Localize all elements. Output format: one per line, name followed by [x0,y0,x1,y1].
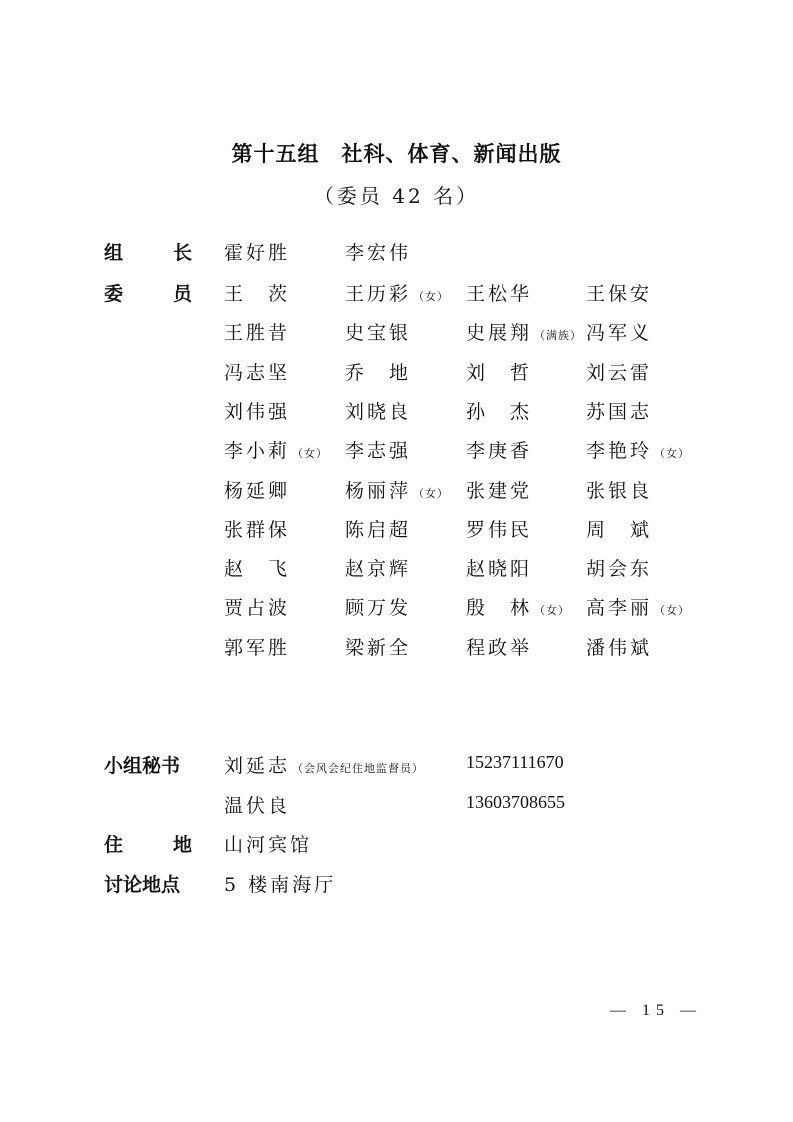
venue-value: 5 楼南海厅 [224,874,337,896]
member-entry [345,515,411,542]
secretary-label: 小组秘书 [104,755,181,777]
member-entry [345,397,411,424]
member-note: （女） [534,604,571,618]
member-name: 赵 飞 [224,558,291,581]
member-entry [345,476,449,503]
member-note: （女） [292,447,329,461]
member-name: 刘晓良 [345,400,412,423]
member-name: 苏国志 [586,400,653,423]
member-name: 陈启超 [345,518,412,541]
member-entry [466,318,582,345]
page-number: — 15 — [610,1002,702,1019]
member-name: 赵京辉 [345,558,412,581]
member-entry [586,593,690,620]
members-label-char-2: 员 [172,283,192,305]
member-name: 史宝银 [345,322,412,345]
member-name: 胡会东 [586,558,653,581]
member-entry [345,436,411,463]
member-entry [466,476,532,503]
member-name: 张建党 [466,479,533,502]
residence-value: 山河宾馆 [224,834,313,856]
member-entry [586,279,652,306]
member-entry [345,318,411,345]
residence-label-char-2: 地 [172,834,192,856]
member-entry [466,279,532,306]
member-entry [586,554,652,581]
member-name: 高李丽 [586,597,653,620]
member-name: 刘伟强 [224,400,291,423]
member-note: （女） [654,447,691,461]
member-entry [466,436,532,463]
member-name: 李志强 [345,440,412,463]
member-name: 王松华 [466,283,533,305]
member-name: 刘云雷 [586,361,653,384]
leader-name: 霍好胜 [224,242,291,264]
member-entry [345,593,411,620]
member-entry [224,476,290,503]
member-name: 殷 林 [466,597,533,620]
member-name: 程政举 [466,636,533,659]
member-name: 李庚香 [466,440,533,463]
member-name: 冯军义 [586,322,653,345]
member-name: 张群保 [224,518,291,541]
member-entry [224,515,290,542]
member-name: 史展翔 [466,322,533,345]
member-entry [345,554,411,581]
member-entry [466,554,532,581]
member-entry [586,476,652,503]
member-entry [586,633,652,660]
member-name: 孙 杰 [466,400,533,423]
leader-name: 李宏伟 [345,242,412,264]
venue-label: 讨论地点 [104,874,181,896]
member-name: 李小莉 [224,440,291,463]
residence-label-char-1: 住 [104,834,124,856]
member-name: 梁新全 [345,636,412,659]
member-entry [224,397,290,424]
member-name: 王历彩 [345,283,412,305]
member-entry [224,358,290,385]
secretary-name [224,751,424,778]
member-name: 顾万发 [345,597,412,620]
secretary-phone: 13603708655 [466,792,565,812]
member-name: 刘 哲 [466,361,533,384]
member-entry [224,318,290,345]
group-title: 第十五组 社科、体育、新闻出版 [231,142,562,166]
member-entry [345,358,411,385]
member-entry [224,279,290,306]
secretary-note: （会风会纪住地监督员） [292,762,425,775]
member-entry [586,515,652,542]
secretary-name-text: 刘延志 [224,755,291,777]
member-entry [466,515,532,542]
member-name: 潘伟斌 [586,636,653,659]
member-entry [224,633,290,660]
member-name: 贾占波 [224,597,291,620]
member-entry [345,633,411,660]
member-note: （女） [654,604,691,618]
member-name: 周 斌 [586,518,653,541]
member-entry [466,397,532,424]
member-name: 张银良 [586,479,653,502]
member-name: 罗伟民 [466,518,533,541]
member-note: （女） [413,290,450,303]
member-entry [224,554,290,581]
member-entry [586,436,690,463]
leaders-label-char-1: 组 [104,242,124,264]
member-name: 杨丽萍 [345,479,412,502]
member-name: 李艳玲 [586,440,653,463]
member-entry [586,358,652,385]
member-name: 乔 地 [345,361,412,384]
member-entry [586,397,652,424]
member-name: 王胜昔 [224,322,291,345]
secretary-name: 温伏良 [224,795,291,817]
members-label [104,279,192,306]
member-entry [466,633,532,660]
member-entry [466,593,570,620]
member-name: 杨延卿 [224,479,291,502]
member-note: （满族） [534,329,583,343]
member-entry [345,279,449,306]
member-name: 王 茨 [224,283,291,305]
member-entry [586,318,652,345]
leaders-label [104,238,192,265]
member-name: 赵晓阳 [466,558,533,581]
member-name: 冯志坚 [224,361,291,384]
residence-label [104,830,192,857]
member-note: （女） [413,486,450,500]
member-entry [224,436,328,463]
member-entry [224,593,290,620]
member-name: 王保安 [586,283,653,305]
members-label-char-1: 委 [104,283,124,305]
secretary-phone: 15237111670 [466,752,564,772]
leaders-label-char-2: 长 [172,242,192,264]
group-subtitle: （委员 42 名） [313,184,480,208]
member-entry [466,358,532,385]
member-name: 郭军胜 [224,636,291,659]
